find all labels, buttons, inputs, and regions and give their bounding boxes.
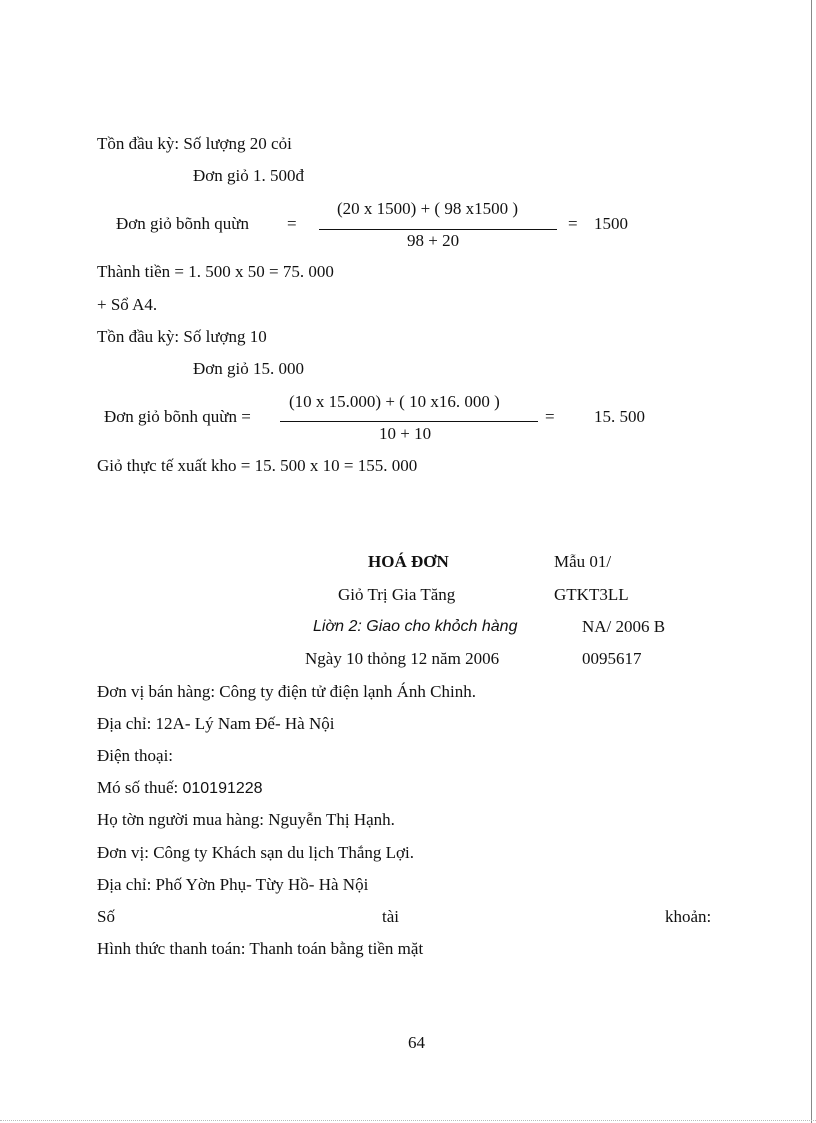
unit-price-line-2: Đơn giỏ 15. 000	[193, 359, 304, 378]
bottom-margin-rule	[0, 1120, 816, 1121]
invoice-copy-label: Liờn 2: Giao cho khỏch hàng	[313, 618, 518, 635]
invoice-form-code: GTKT3LL	[554, 585, 629, 604]
formula-1-equals: =	[287, 214, 297, 233]
formula-2-result: 15. 500	[594, 407, 645, 426]
account-word-1: Số	[97, 907, 115, 926]
account-word-3: khoản:	[665, 907, 712, 926]
invoice-date: Ngày 10 thỏng 12 năm 2006	[305, 649, 500, 668]
invoice-form-number: Mẫu 01/	[554, 552, 612, 571]
phone-line: Điện thoại:	[97, 746, 174, 765]
item-a4-line: + Sổ A4.	[97, 295, 158, 314]
formula-2-label: Đơn giỏ bõnh quừn =	[104, 407, 251, 426]
invoice-number: 0095617	[582, 649, 642, 668]
formula-1-label: Đơn giỏ bõnh quừn	[116, 214, 249, 233]
opening-stock-line-1: Tồn đầu kỳ: Số lượng 20 cỏi	[97, 134, 292, 153]
tax-code-line	[97, 778, 263, 799]
formula-1-fraction-bar	[319, 229, 557, 230]
opening-stock-line-2: Tồn đầu kỳ: Số lượng 10	[97, 327, 267, 346]
actual-price-line: Giỏ thực tế xuất kho = 15. 500 x 10 = 155. 000	[97, 456, 418, 475]
formula-2-denominator: 10 + 10	[379, 424, 432, 443]
formula-2-equals-2: =	[545, 407, 555, 426]
formula-2-fraction-bar	[280, 421, 538, 422]
buyer-line: Họ tờn người mua hàng: Nguyễn Thị Hạnh.	[97, 810, 395, 829]
formula-1-numerator: (20 x 1500) + ( 98 x1500 )	[337, 199, 518, 218]
account-word-2: tài	[382, 907, 399, 926]
amount-line-1: Thành tiền = 1. 500 x 50 = 75. 000	[97, 262, 334, 281]
invoice-series: NA/ 2006 B	[582, 617, 666, 636]
formula-2-numerator: (10 x 15.000) + ( 10 x16. 000 )	[289, 392, 500, 411]
formula-1-denominator: 98 + 20	[407, 231, 460, 250]
formula-1-result: 1500	[594, 214, 628, 233]
invoice-subtitle: Giỏ Trị Gia Tăng	[338, 585, 456, 604]
right-margin-rule	[811, 0, 812, 1123]
tax-code-label: Mó số thuế:	[97, 778, 179, 797]
formula-1-equals-2: =	[568, 214, 578, 233]
seller-line: Đơn vị bán hàng: Công ty điện tử điện lạnh Ánh Chinh.	[97, 682, 476, 701]
buyer-unit-line: Đơn vị: Công ty Khách sạn du lịch Thắng Lợi.	[97, 843, 415, 862]
tax-code-value: 010191228	[182, 780, 263, 797]
unit-price-line-1: Đơn giỏ 1. 500đ	[193, 166, 304, 185]
page-number: 64	[408, 1033, 425, 1052]
buyer-address-line: Địa chỉ: Phố Yờn Phụ- Từy Hồ- Hà Nội	[97, 875, 369, 894]
invoice-title: HOÁ ĐƠN	[368, 552, 449, 571]
seller-address-line: Địa chỉ: 12A- Lý Nam Đế- Hà Nội	[97, 714, 335, 733]
payment-method-line: Hình thức thanh toán: Thanh toán bằng tiền mặt	[97, 939, 424, 958]
